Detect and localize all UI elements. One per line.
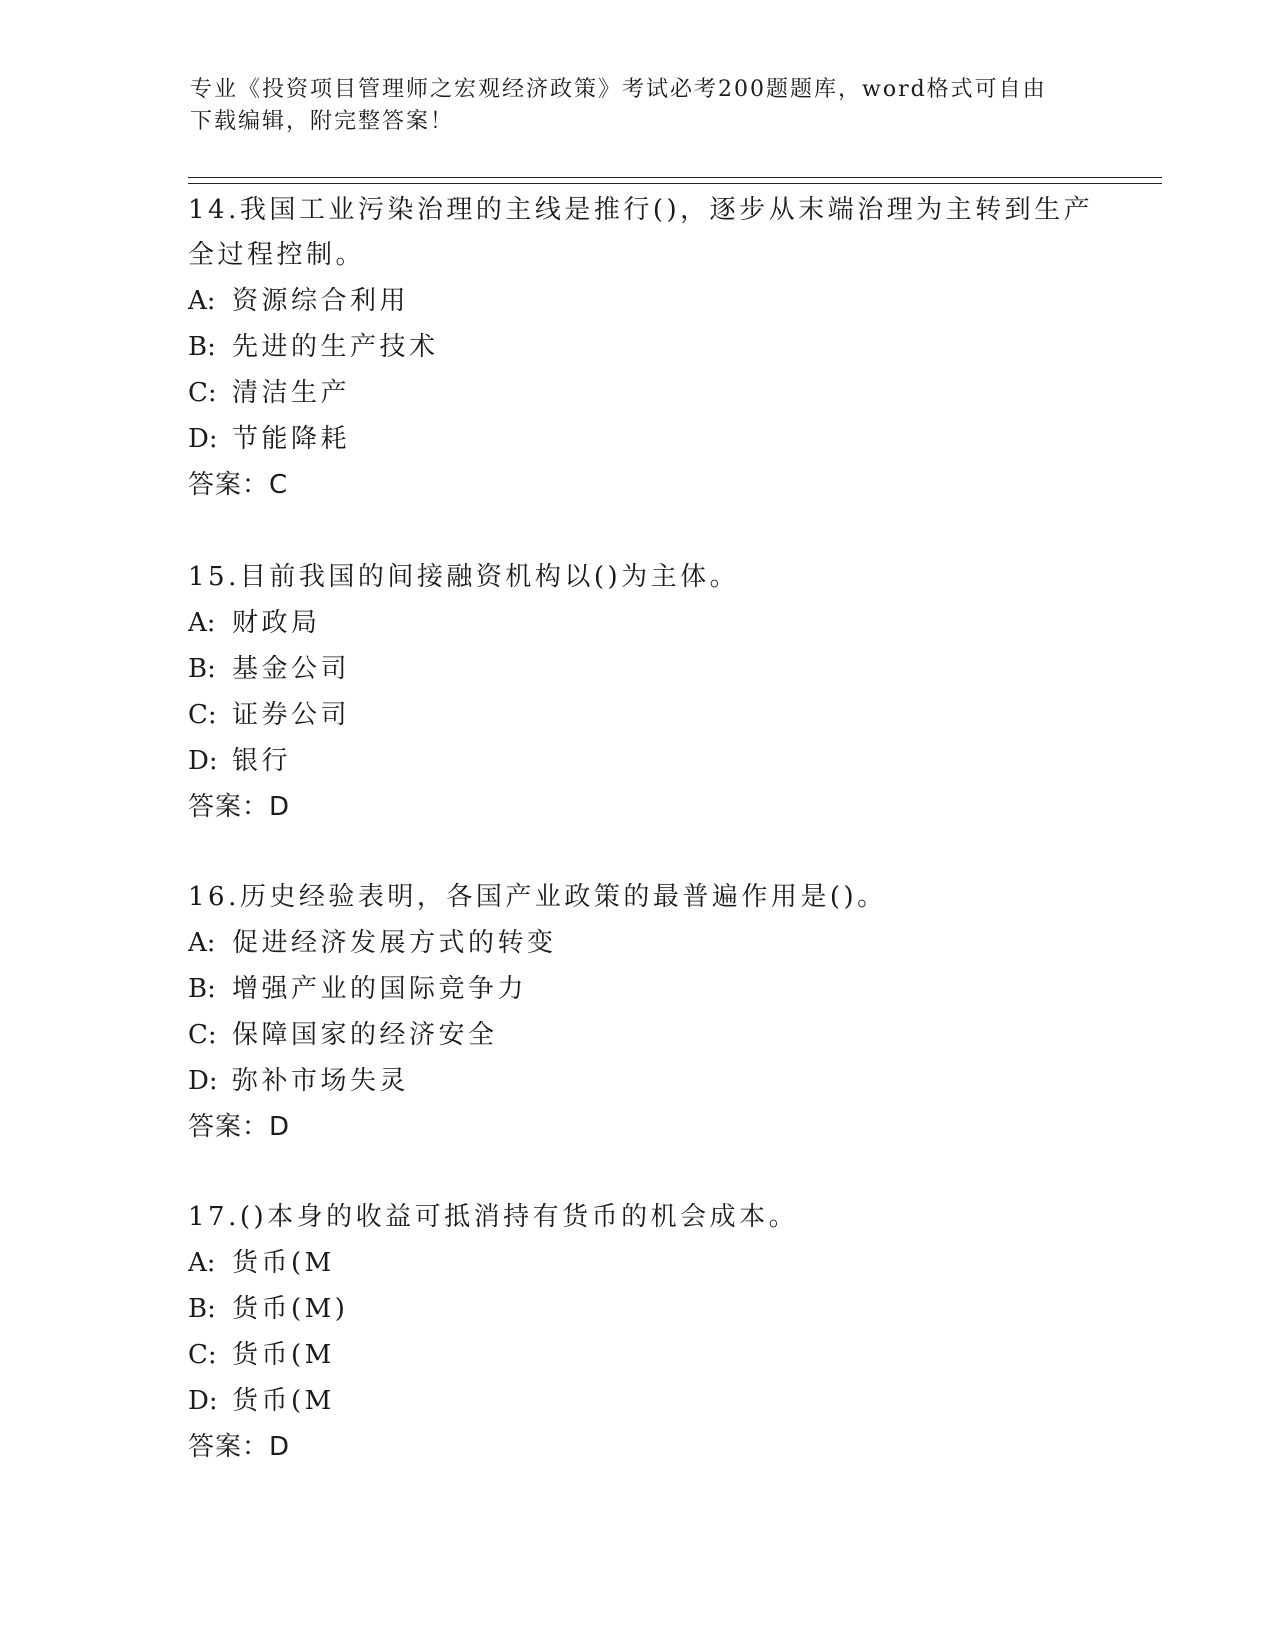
- question-stem: 15.目前我国的间接融资机构以()为主体。: [188, 562, 740, 592]
- option-letter: C:: [188, 700, 217, 730]
- option-d: [188, 1378, 1098, 1424]
- header-line-1: 专业《投资项目管理师之宏观经济政策》考试必考200题题库，word格式可自由: [190, 77, 1047, 102]
- option-a: [188, 1240, 1098, 1286]
- option-d: [188, 416, 1098, 462]
- option-letter: A:: [188, 1248, 216, 1278]
- option-letter: D:: [188, 1066, 218, 1096]
- option-b: [188, 966, 1098, 1012]
- option-a: [188, 920, 1098, 966]
- option-a: [188, 278, 1098, 324]
- option-letter: C:: [188, 378, 217, 408]
- option-c: [188, 692, 1098, 738]
- question-16: [188, 875, 1098, 1150]
- question-stem: 17.()本身的收益可抵消持有货币的机会成本。: [188, 1202, 799, 1232]
- option-text: 货币(M: [232, 1340, 335, 1370]
- option-a: [188, 600, 1098, 646]
- option-letter: A:: [188, 286, 216, 316]
- question-15: [188, 555, 1098, 830]
- option-letter: B:: [188, 974, 216, 1004]
- option-text: 资源综合利用: [232, 286, 410, 316]
- option-letter: B:: [188, 654, 216, 684]
- option-letter: D:: [188, 1386, 218, 1416]
- question-stem: 16.历史经验表明，各国产业政策的最普遍作用是()。: [188, 882, 887, 912]
- option-text: 保障国家的经济安全: [232, 1020, 498, 1050]
- option-text: 增强产业的国际竞争力: [232, 974, 528, 1004]
- option-c: [188, 370, 1098, 416]
- answer: 答案：D: [188, 1112, 291, 1142]
- header-divider-top: [188, 177, 1162, 178]
- option-text: 货币(M): [232, 1294, 349, 1324]
- option-c: [188, 1332, 1098, 1378]
- option-letter: D:: [188, 746, 218, 776]
- answer: 答案：D: [188, 1432, 291, 1462]
- option-letter: B:: [188, 1294, 216, 1324]
- option-text: 先进的生产技术: [232, 332, 439, 362]
- option-b: [188, 324, 1098, 370]
- option-text: 货币(M: [232, 1248, 335, 1278]
- option-text: 节能降耗: [232, 424, 351, 454]
- document-header: [190, 74, 1090, 138]
- option-letter: C:: [188, 1020, 217, 1050]
- option-text: 货币(M: [232, 1386, 335, 1416]
- option-text: 证券公司: [232, 700, 351, 730]
- option-letter: A:: [188, 928, 216, 958]
- question-14: [188, 188, 1098, 508]
- answer: 答案：D: [188, 792, 291, 822]
- option-d: [188, 738, 1098, 784]
- option-text: 清洁生产: [232, 378, 351, 408]
- option-c: [188, 1012, 1098, 1058]
- question-stem: 14.我国工业污染治理的主线是推行()，逐步从末端治理为主转到生产全过程控制。: [188, 195, 1094, 270]
- option-letter: D:: [188, 424, 218, 454]
- option-text: 银行: [232, 746, 292, 776]
- option-d: [188, 1058, 1098, 1104]
- question-17: [188, 1195, 1098, 1470]
- option-text: 促进经济发展方式的转变: [232, 928, 557, 958]
- header-line-2: 下载编辑，附完整答案！: [190, 109, 455, 134]
- option-letter: B:: [188, 332, 216, 362]
- option-b: [188, 1286, 1098, 1332]
- header-divider-bottom: [188, 183, 1162, 184]
- option-letter: A:: [188, 608, 216, 638]
- option-letter: C:: [188, 1340, 217, 1370]
- option-text: 基金公司: [232, 654, 351, 684]
- option-text: 弥补市场失灵: [232, 1066, 410, 1096]
- option-b: [188, 646, 1098, 692]
- option-text: 财政局: [232, 608, 321, 638]
- answer: 答案：C: [188, 470, 289, 500]
